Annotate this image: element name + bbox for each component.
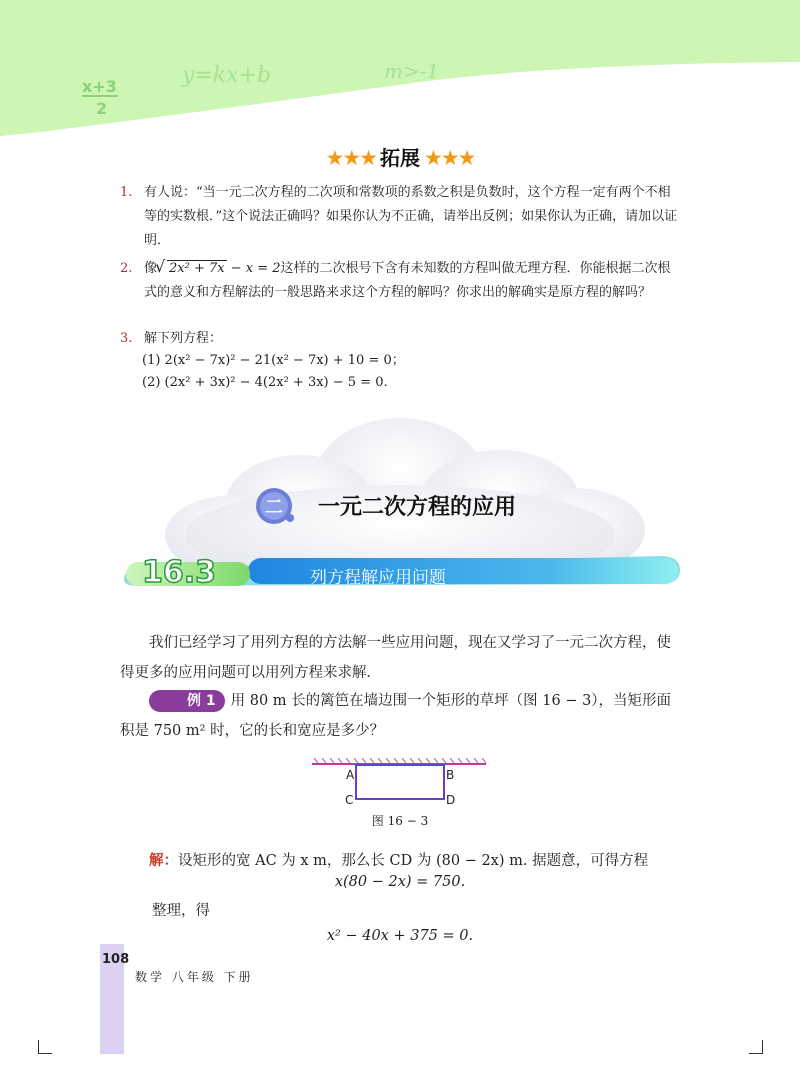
handwriting-fraction-top: x+3 (82, 77, 117, 96)
handwriting-fraction-bottom: 2 (96, 99, 108, 118)
exercise-prefix: 像 (144, 261, 158, 276)
radicand: 2x² + 7x (169, 261, 225, 276)
section-number: 16.3 (142, 555, 217, 590)
point-label-b: B (446, 768, 455, 782)
exercise-text (144, 257, 680, 305)
exercise-body: 这样的二次根号下含有未知数的方程叫做无理方程．你能根据二次根式的意义和方程解法的一般思路来求这个方程的解吗？你求出的解确实是原方程的解吗？ (144, 261, 671, 300)
example-text: 用 80 m 长的篱笆在墙边围一个矩形的草坪（图 16 − 3），当矩形面积是 750 m² 时，它的长和宽应是多少？ (120, 693, 672, 739)
book-title: 数学 八年级 下册 (135, 970, 254, 984)
point-label-a: A (346, 768, 355, 782)
example-badge: 例 1 (149, 690, 225, 712)
radical-expression (157, 257, 227, 281)
solution-text: 设矩形的宽 AC 为 x m，那么长 CD 为 (80 − 2x) m. 据题意，可得方程 (178, 853, 649, 869)
exercise-text: 有人说：“当一元二次方程的二次项和常数项的系数之积是负数时，这个方程一定有两个不相等的实数根．”这个说法正确吗？如果你认为不正确，请举出反例；如果你认为正确，请加以证明． (144, 185, 678, 248)
solution-label: 解： (149, 852, 178, 869)
page-number: 108 (102, 952, 130, 967)
extension-title: 拓展 (380, 146, 420, 170)
section-badge-icon (250, 482, 300, 532)
point-label-c: C (345, 793, 354, 807)
figure-caption: 图 16 − 3 (371, 814, 429, 828)
exercise-2 (120, 257, 680, 305)
figure-16-3 (310, 758, 490, 808)
section-title: 一元二次方程的应用 (318, 495, 517, 520)
section-subtitle: 列方程解应用问题 (310, 568, 446, 588)
arrange-text: 整理，得 (152, 903, 210, 919)
sub-equation-2: (2) (2x² + 3x)² − 4(2x² + 3x) − 5 = 0. (142, 375, 388, 390)
exercise-3 (120, 327, 680, 351)
point-label-d: D (446, 793, 456, 807)
exercise-text: 解下列方程： (144, 331, 223, 346)
header-banner (0, 0, 800, 150)
exercise-number: 3. (120, 331, 133, 346)
star-icon: ★★★ (424, 146, 475, 170)
handwriting-linear-eq: y=kx+b (182, 63, 272, 88)
equation-2: x² − 40x + 375 = 0. (326, 928, 474, 944)
equation-1: x(80 − 2x) = 750. (334, 874, 466, 890)
exercise-1 (120, 181, 680, 253)
exercise-number: 2. (120, 261, 133, 276)
extension-heading (0, 142, 800, 171)
solution-paragraph (120, 846, 680, 876)
example-paragraph (120, 686, 680, 746)
exercise-number: 1. (120, 185, 133, 200)
equation-tail: − x = 2 (226, 261, 281, 276)
intro-paragraph: 我们已经学习了用列方程的方法解一些应用问题，现在又学习了一元二次方程，使得更多的应用问题可以用列方程来求解． (120, 635, 671, 681)
section-badge-text: 二 (265, 497, 283, 518)
star-icon: ★★★ (325, 146, 376, 170)
sub-equation-1: (1) 2(x² − 7x)² − 21(x² − 7x) + 10 = 0； (142, 353, 405, 368)
handwriting-inequality: m>-1 (384, 59, 440, 83)
